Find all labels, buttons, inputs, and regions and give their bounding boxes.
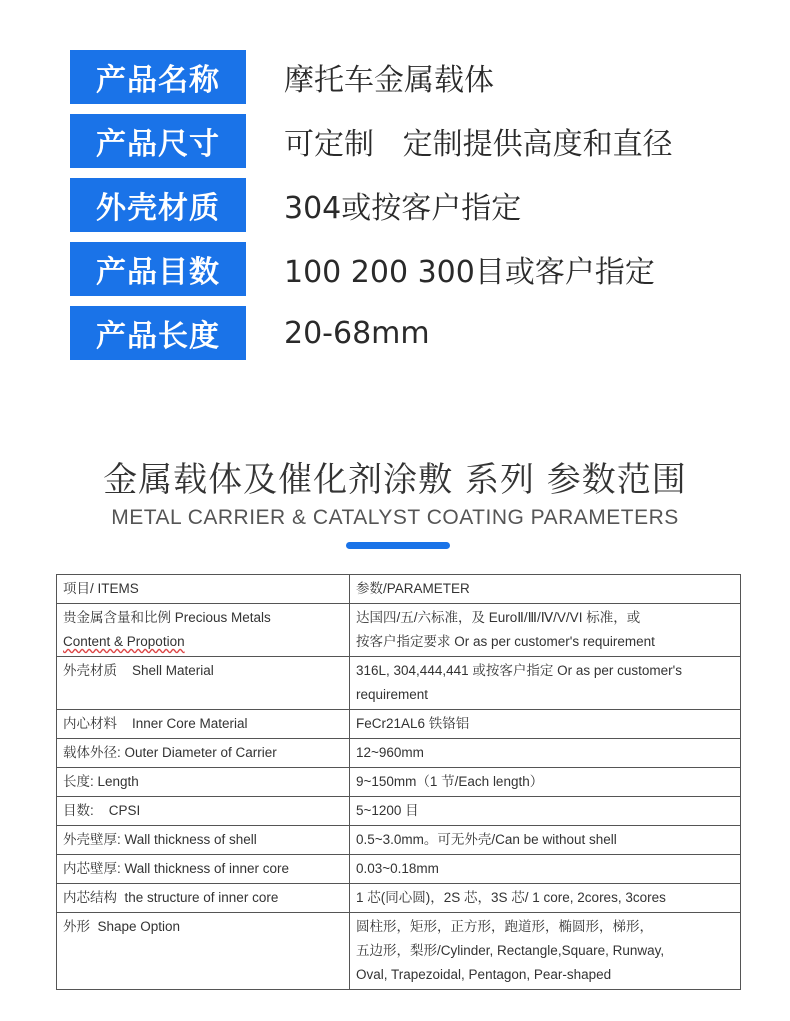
spec-row-mesh	[70, 242, 673, 296]
cell-param	[350, 913, 741, 990]
spec-row-name	[70, 50, 673, 104]
cell-item: 外壳材质 Shell Material	[57, 657, 350, 710]
cell-item: 目数: CPSI	[57, 797, 350, 826]
spec-value: 304或按客户指定	[284, 191, 522, 226]
table-row	[57, 768, 741, 797]
table-header-row	[57, 575, 741, 604]
header-items: 项目/ ITEMS	[57, 575, 350, 604]
cell-item	[57, 604, 350, 657]
spec-list	[70, 50, 673, 370]
cell-param: FeCr21AL6 铁铬铝	[350, 710, 741, 739]
spec-row-size	[70, 114, 673, 168]
cell-param	[350, 604, 741, 657]
spec-value: 摩托车金属载体	[284, 63, 494, 98]
cell-line: Oval, Trapezoidal, Pentagon, Pear-shaped	[356, 967, 612, 982]
cell-line: 圆柱形，矩形，正方形，跑道形，椭圆形，梯形，	[356, 919, 653, 934]
table-row	[57, 826, 741, 855]
cell-item: 内芯壁厚: Wall thickness of inner core	[57, 855, 350, 884]
cell-param: 9~150mm（1 节/Each length）	[350, 768, 741, 797]
cell-line: 五边形，梨形/Cylinder, Rectangle,Square, Runway,	[356, 943, 665, 958]
table-row	[57, 913, 741, 990]
spec-label: 外壳材质	[70, 178, 246, 232]
header-parameter: 参数/PARAMETER	[350, 575, 741, 604]
cell-item: 载体外径: Outer Diameter of Carrier	[57, 739, 350, 768]
cell-item: 外形 Shape Option	[57, 913, 350, 990]
table-row	[57, 657, 741, 710]
parameter-table	[56, 574, 741, 990]
section-subtitle: METAL CARRIER & CATALYST COATING PARAMETERS	[111, 506, 679, 529]
cell-item: 外壳壁厚: Wall thickness of shell	[57, 826, 350, 855]
table-row	[57, 710, 741, 739]
cell-param: 1 芯(同心圆)，2S 芯，3S 芯/ 1 core, 2cores, 3cores	[350, 884, 741, 913]
cell-param: 0.5~3.0mm。可无外壳/Can be without shell	[350, 826, 741, 855]
spec-value: 100 200 300目或客户指定	[284, 255, 655, 290]
cell-item: 内心材料 Inner Core Material	[57, 710, 350, 739]
cell-line: requirement	[356, 687, 429, 702]
cell-param: 12~960mm	[350, 739, 741, 768]
cell-line: 贵金属含量和比例 Precious Metals	[63, 610, 271, 625]
spec-row-shell	[70, 178, 673, 232]
spec-label: 产品目数	[70, 242, 246, 296]
cell-param	[350, 657, 741, 710]
cell-line: Content & Propotion	[63, 634, 185, 649]
cell-line: 按客户指定要求 Or as per customer's requirement	[356, 634, 655, 649]
cell-line: 达国四/五/六标准，及 EuroⅡ/Ⅲ/Ⅳ/V/VI 标准，或	[356, 610, 641, 625]
spec-value: 20-68mm	[284, 315, 430, 351]
spec-label: 产品尺寸	[70, 114, 246, 168]
section-title: 金属载体及催化剂涂敷 系列 参数范围	[103, 460, 687, 500]
spec-label: 产品长度	[70, 306, 246, 360]
cell-item: 长度: Length	[57, 768, 350, 797]
spec-label: 产品名称	[70, 50, 246, 104]
cell-param: 5~1200 目	[350, 797, 741, 826]
cell-line: 316L, 304,444,441 或按客户指定 Or as per customer's	[356, 663, 682, 678]
cell-item: 内芯结构 the structure of inner core	[57, 884, 350, 913]
title-underline	[346, 542, 450, 549]
table-row	[57, 604, 741, 657]
spec-value: 可定制 定制提供高度和直径	[284, 127, 673, 162]
table-row	[57, 797, 741, 826]
table-row	[57, 855, 741, 884]
spec-row-length	[70, 306, 673, 360]
table-row	[57, 884, 741, 913]
cell-param: 0.03~0.18mm	[350, 855, 741, 884]
table-row	[57, 739, 741, 768]
